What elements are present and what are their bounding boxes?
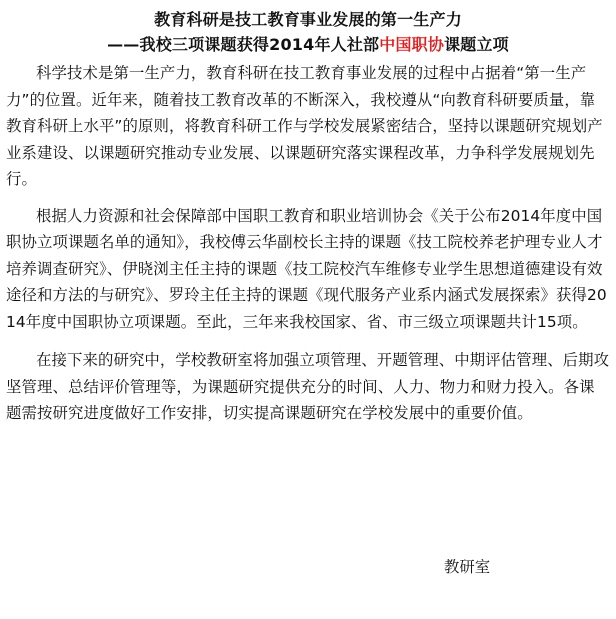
subtitle-highlight: 中国职协 — [379, 35, 445, 54]
paragraph-3: 在接下来的研究中，学校教研室将加强立项管理、开题管理、中期评估管理、后期攻坚管理、总结评价管理等，为课题研究提供充分的时间、人力、物力和财力投入。各课题需按研究进度做好工作安排，切实提高课题研究在学校发展中的重要价值。 — [6, 351, 610, 422]
subtitle-prefix: ——我校三项课题获得2014年人社部 — [107, 35, 380, 54]
article-title: 教育科研是技工教育事业发展的第一生产力 — [154, 10, 462, 29]
article-subtitle — [6, 32, 610, 58]
paragraph-1: 科学技术是第一生产力，教育科研在技工教育事业发展的过程中占据着“第一生产力”的位置。近年来，随着技工教育改革的不断深入，我校遵从“向教育科研要质量，靠教育科研上水平”的原则，将教育科研工作与学校发展紧密结合，坚持以课题研究规划产业系建设、以课题研究推动专业发展、以课题研究落实课程改革，力争科学发展规划先行。 — [6, 64, 603, 188]
signature: 教研室 — [444, 558, 491, 576]
subtitle-suffix: 课题立项 — [444, 35, 509, 54]
paragraph-2: 根据人力资源和社会保障部中国职工教育和职业培训协会《关于公布2014年度中国职协立项课题名单的通知》，我校傅云华副校长主持的课题《技工院校养老护理专业人才培养调查研究》、伊晓浏主任主持的课题《技工院校汽车维修专业学生思想道德建设有效途径和方法的与研究》、罗玲主任主持的课题《现代服务产业系内涵式发展探索》获得2014年度中国职协立项课题。至此，三年来我校国家、省、市三级立项课题共计15项。 — [6, 206, 607, 331]
